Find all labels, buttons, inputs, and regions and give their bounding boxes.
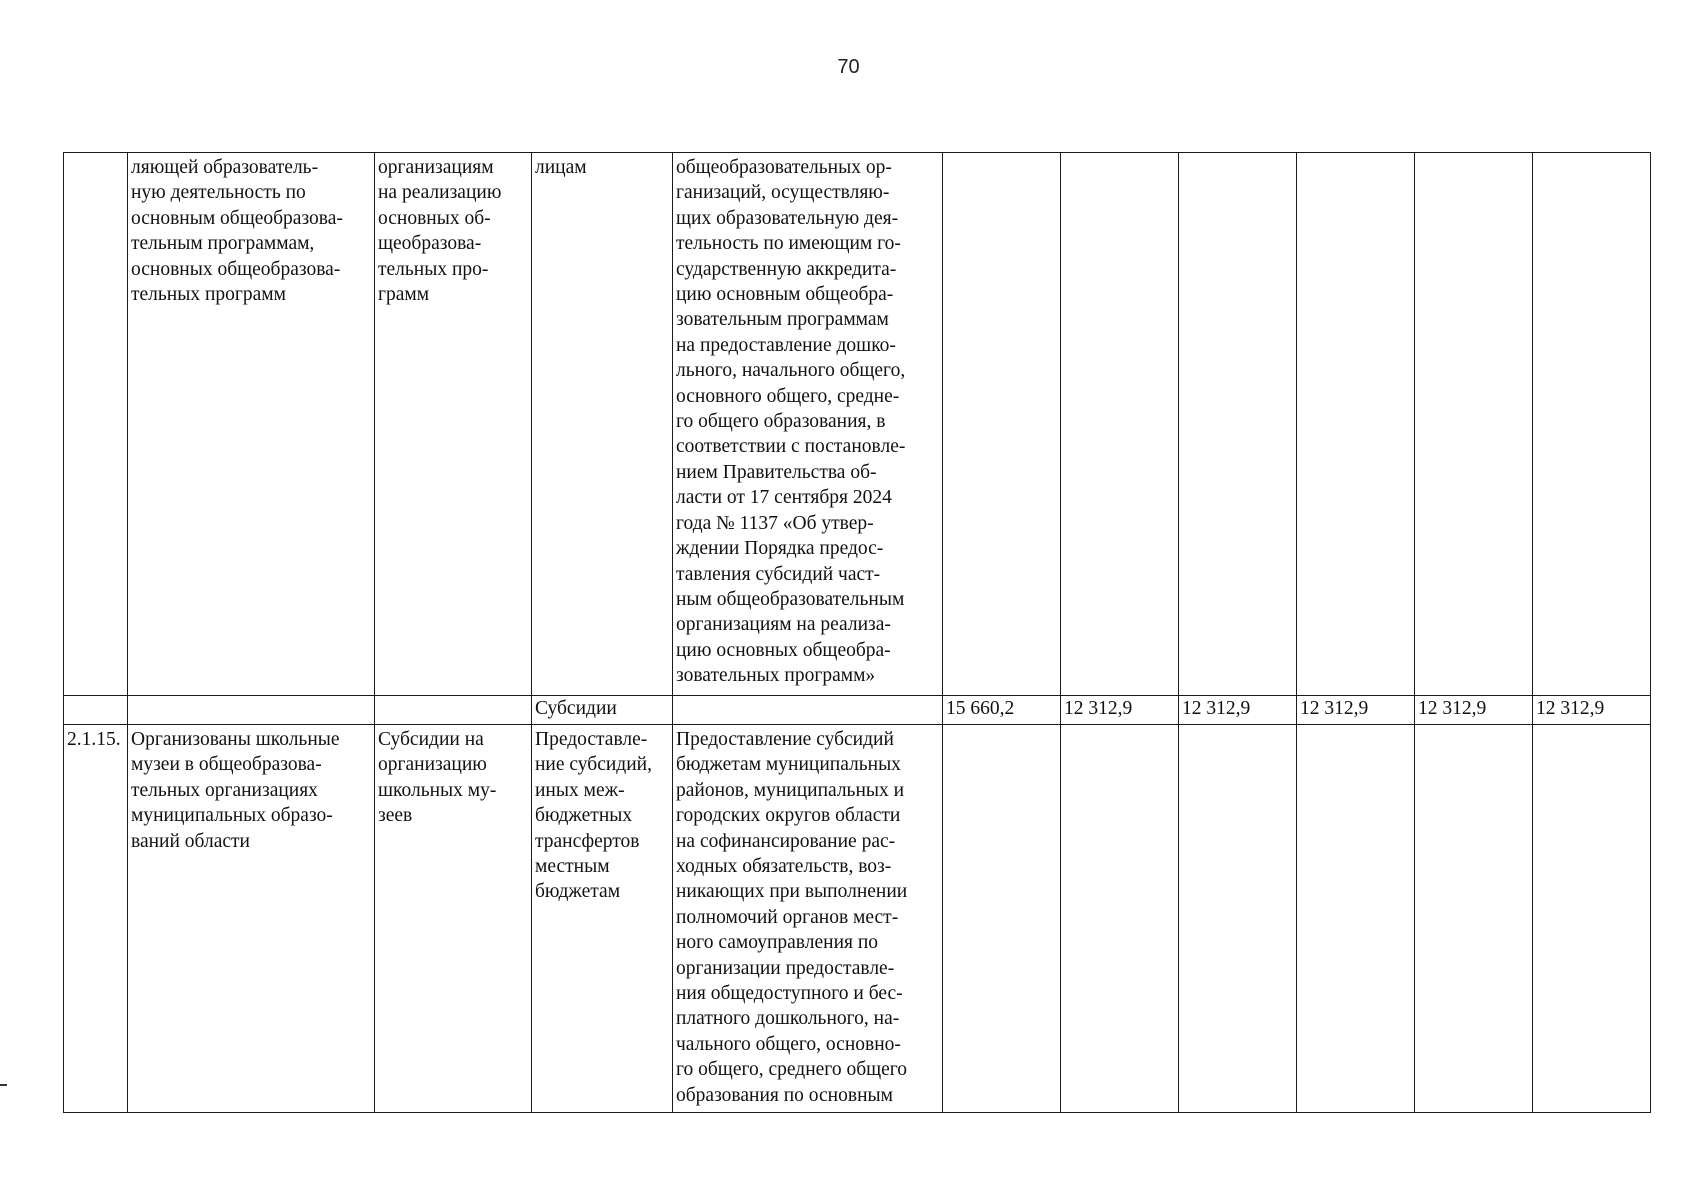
row-number-cell	[64, 153, 128, 696]
measure-cell	[375, 153, 532, 696]
subsidy-total-row	[64, 696, 1651, 725]
mechanism-text: Предоставле- ние субсидий, иных меж- бюджетных трансфертов местным бюджетам	[535, 729, 652, 903]
program-measures-table	[63, 152, 1651, 1113]
mechanism-cell	[532, 725, 673, 1113]
amount-cell	[1533, 696, 1651, 725]
amount-cell	[1297, 696, 1415, 725]
amount-cell	[1061, 725, 1179, 1113]
description-text: Предоставление субсидий бюджетам муниципальных районов, муниципальных и городских округов области на софинансирование рас- ходных обязательств, воз- никающих при выполнении полномочий органов мест- ного самоуправления по организации предоставле- ния общедоступного и бес- платного дошкольного, на- чального общего, основно- го общего, среднего общего образования по основным	[676, 729, 908, 1106]
amount-cell	[1297, 725, 1415, 1113]
amount-cell	[1179, 153, 1297, 696]
amount-cell	[943, 725, 1061, 1113]
subsidy-label: Субсидии	[535, 698, 617, 719]
row-number-cell	[64, 725, 128, 1113]
scan-margin-mark	[0, 1084, 7, 1086]
amount-cell	[1415, 725, 1533, 1113]
table-row	[64, 153, 1651, 696]
amount-cell	[1061, 153, 1179, 696]
description-cell	[673, 153, 943, 696]
amount-cell	[1533, 725, 1651, 1113]
result-cell	[128, 725, 375, 1113]
mechanism-text: лицам	[535, 157, 587, 178]
table-row	[64, 725, 1651, 1113]
amount-value: 12 312,9	[1300, 698, 1369, 719]
measure-cell	[375, 696, 532, 725]
amount-cell	[1297, 153, 1415, 696]
result-cell	[128, 153, 375, 696]
amount-value: 12 312,9	[1182, 698, 1251, 719]
amount-value: 12 312,9	[1418, 698, 1487, 719]
amount-value: 12 312,9	[1064, 698, 1133, 719]
amount-value: 12 312,9	[1536, 698, 1605, 719]
description-cell	[673, 725, 943, 1113]
measure-text: Субсидии на организацию школьных му- зеев	[378, 729, 497, 827]
amount-cell	[1533, 153, 1651, 696]
amount-value: 15 660,2	[946, 698, 1015, 719]
mechanism-cell	[532, 696, 673, 725]
row-number-cell	[64, 696, 128, 725]
amount-cell	[1415, 696, 1533, 725]
mechanism-cell	[532, 153, 673, 696]
result-text: Организованы школьные музеи в общеобразова- тельных организациях муниципальных образо- ваний области	[131, 729, 340, 852]
result-text: ляющей образователь- ную деятельность по основным общеобразова- тельным программам, основных общеобразова- тельных программ	[131, 157, 343, 306]
amount-cell	[1061, 696, 1179, 725]
amount-cell	[1179, 696, 1297, 725]
measure-text: организациям на реализацию основных об- щеобразова- тельных про- грамм	[378, 157, 502, 306]
row-number: 2.1.15.	[67, 729, 121, 750]
amount-cell	[943, 153, 1061, 696]
amount-cell	[943, 696, 1061, 725]
page-number: 70	[837, 56, 860, 78]
result-cell	[128, 696, 375, 725]
description-cell	[673, 696, 943, 725]
description-text: общеобразовательных ор- ганизаций, осуществляю- щих образовательную дея- тельность по имеющим го- сударственную аккредита- цию основным общеобра- зовательным программам на предоставление дошко- льного, начального общего, основного общего, средне- го общего образования, в соответствии с постановле- нием Правительства об- ласти от 17 сентября 2024 года № 1137 «Об утвер- ждении Порядка предос- тавления субсидий част- ным общеобразовательным организациям на реализа- цию основных общеобра- зовательных программ»	[676, 157, 906, 687]
amount-cell	[1179, 725, 1297, 1113]
amount-cell	[1415, 153, 1533, 696]
measure-cell	[375, 725, 532, 1113]
